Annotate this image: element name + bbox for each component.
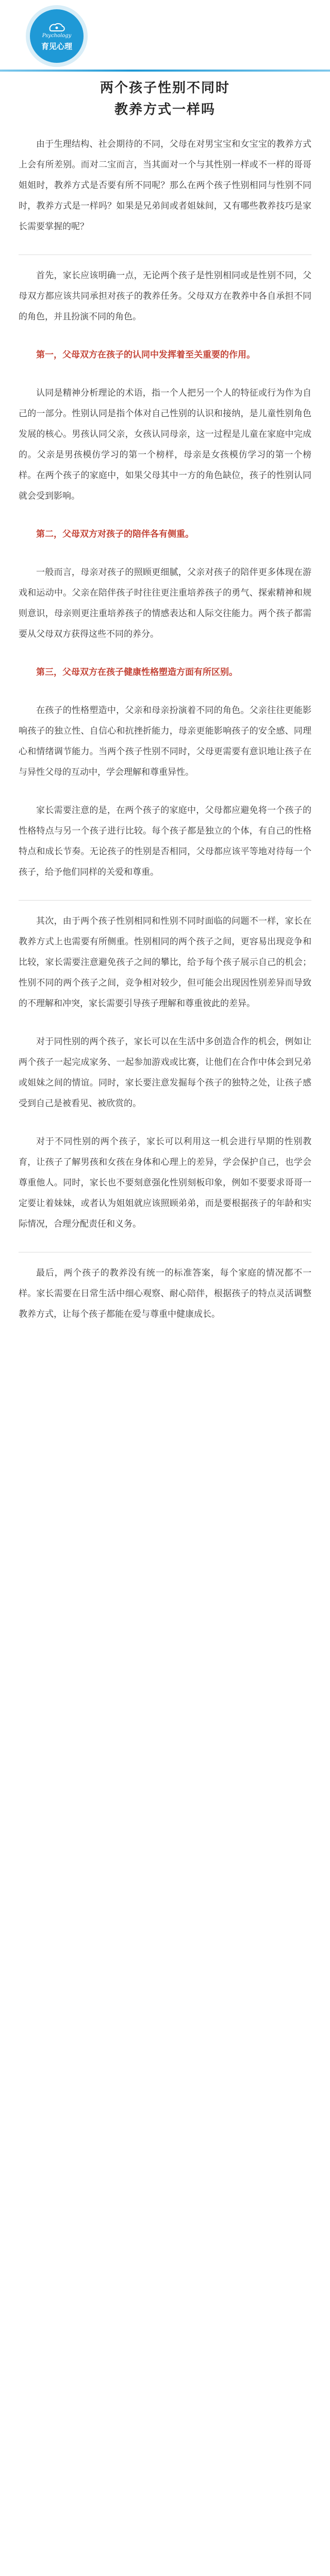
header-divider bbox=[0, 70, 330, 72]
paragraph-conclusion: 最后，两个孩子的教养没有统一的标准答案，每个家庭的情况都不一样。家长需要在日常生活中细心观察、耐心陪伴，根据孩子的特点灵活调整教养方式，让每个孩子都能在爱与尊重中健康成长。 bbox=[19, 1268, 311, 1319]
title-line-1: 两个孩子性别不同时 bbox=[100, 80, 230, 96]
paragraph-principle: 首先，家长应该明确一点，无论两个孩子是性别相同或是性别不同，父母双方都应该共同承担对孩子的教养任务。父母双方在教养中各自承担不同的角色，并且扮演不同的角色。 bbox=[19, 270, 311, 322]
paragraph-second-section: 其次，由于两个孩子性别相同和性别不同时面临的问题不一样，家长在教养方式上也需要有所侧重。性别相同的两个孩子之间，更容易出现竞争和比较，家长需要注意避免孩子之间的攀比，给予每个孩子展示自己的机会；性别不同的两个孩子之间，竞争相对较少，但可能会出现因性别差异而导致的不理解和冲突，家长需要引导孩子理解和尊重彼此的差异。 bbox=[19, 916, 311, 1009]
section-divider bbox=[19, 900, 311, 901]
paragraph-intro: 由于生理结构、社会期待的不同，父母在对男宝宝和女宝宝的教养方式上会有所差别。而对二宝而言，当其面对一个与其性别一样或不一样的哥哥姐姐时，教养方式是否要有所不同呢？那么在两个孩子性别相同与性别不同时，教养方式是一样吗？如果是兄弟间或者姐妹间，又有哪些教养技巧是家长需要掌握的呢？ bbox=[19, 139, 311, 232]
brand-logo-inner bbox=[30, 9, 84, 63]
paragraph-note: 家长需要注意的是，在两个孩子的家庭中，父母都应避免将一个孩子的性格特点与另一个孩子进行比较。每个孩子都是独立的个体，有自己的性格特点和成长节奏。无论孩子的性别是否相同，父母都应该平等地对待每一个孩子，给予他们同样的关爱和尊重。 bbox=[19, 805, 311, 877]
header bbox=[0, 0, 330, 118]
brand-logo bbox=[26, 5, 88, 67]
paragraph-point-3-heading: 第三，父母双方在孩子健康性格塑造方面有所区别。 bbox=[36, 667, 238, 677]
title-line-2: 教养方式一样吗 bbox=[114, 102, 216, 117]
brain-icon bbox=[48, 22, 65, 33]
paragraph-same-gender: 对于同性别的两个孩子，家长可以在生活中多创造合作的机会，例如让两个孩子一起完成家务、一起参加游戏或比赛，让他们在合作中体会到兄弟或姐妹之间的情谊。同时，家长要注意发掘每个孩子的独特之处，让孩子感受到自己是被看见、被欣赏的。 bbox=[19, 1037, 311, 1109]
paragraph-point-1-heading: 第一，父母双方在孩子的认同中发挥着至关重要的作用。 bbox=[36, 350, 255, 360]
logo-english-text: Psychology bbox=[42, 33, 72, 39]
paragraph-point-2-body: 一般而言，母亲对孩子的照顾更细腻，父亲对孩子的陪伴更多体现在游戏和运动中。父亲在陪伴孩子时往往更注重培养孩子的勇气、探索精神和规则意识，母亲则更注重培养孩子的情感表达和人际交往能力。两个孩子都需要从父母双方获得这些不同的养分。 bbox=[19, 567, 311, 639]
paragraph-point-1-body: 认同是精神分析理论的术语，指一个人把另一个人的特征或行为作为自己的一部分。性别认同是指个体对自己性别的认识和接纳，是儿童性别角色发展的核心。男孩认同父亲，女孩认同母亲，这一过程是儿童在家庭中完成的。父亲是男孩模仿学习的第一个榜样，母亲是女孩模仿学习的第一个榜样。在两个孩子的家庭中，如果父母其中一方的角色缺位，孩子的性别认同就会受到影响。 bbox=[19, 388, 311, 501]
paragraph-different-gender: 对于不同性别的两个孩子，家长可以利用这一机会进行早期的性别教育，让孩子了解男孩和女孩在身体和心理上的差异，学会保护自己，也学会尊重他人。同时，家长也不要刻意强化性别刻板印象，例如不要要求哥哥一定要让着妹妹，或者认为姐姐就应该照顾弟弟，而是要根据孩子的年龄和实际情况，合理分配责任和义务。 bbox=[19, 1137, 311, 1229]
page-title bbox=[0, 77, 330, 121]
logo-chinese-text: 育见心理 bbox=[41, 42, 72, 51]
article-body bbox=[0, 134, 330, 1342]
paragraph-point-3-body: 在孩子的性格塑造中，父亲和母亲扮演着不同的角色。父亲往往更能影响孩子的独立性、自信心和抗挫折能力，母亲更能影响孩子的安全感、同理心和情绪调节能力。当两个孩子性别不同时，父母更需要有意识地让孩子在与异性父母的互动中，学会理解和尊重异性。 bbox=[19, 705, 311, 777]
paragraph-point-2-heading: 第二，父母双方对孩子的陪伴各有侧重。 bbox=[36, 529, 194, 539]
